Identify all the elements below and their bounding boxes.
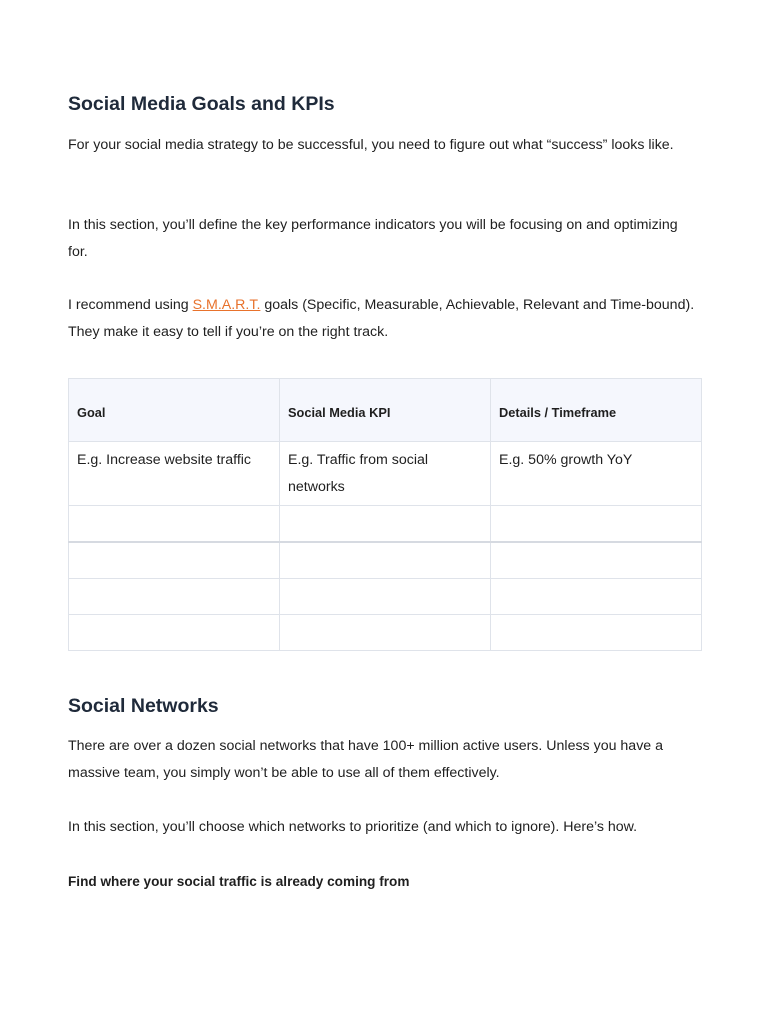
section-heading-goals-kpis: Social Media Goals and KPIs (68, 93, 335, 115)
smart-text-before: I recommend using (68, 297, 193, 313)
table-row (69, 542, 702, 579)
paragraph-prioritize: In this section, you’ll choose which networks to prioritize (and which to ignore). Here’s how. (68, 819, 638, 835)
table-cell[interactable]: E.g. 50% growth YoY (491, 442, 702, 506)
table-row (69, 615, 702, 651)
table-cell[interactable] (280, 615, 491, 651)
section-heading-social-networks: Social Networks (68, 695, 219, 717)
table-row (69, 579, 702, 615)
subheading-social-traffic: Find where your social traffic is already coming from (68, 874, 410, 889)
table-cell[interactable] (280, 506, 491, 543)
table-cell[interactable] (69, 615, 280, 651)
paragraph-networks-intro: There are over a dozen social networks that have 100+ million active users. Unless you have a massive team, you simply won’t be able to use all of them effectively. (68, 738, 664, 781)
table-row (69, 442, 702, 506)
smart-goals-link[interactable]: S.M.A.R.T. (192, 297, 261, 313)
table-cell[interactable] (491, 615, 702, 651)
smart-text-after: goals (Specific, Measurable, Achievable, Relevant and Time-bound). They make it easy to tell if you’re on the right track. (68, 297, 695, 340)
table-cell[interactable] (69, 579, 280, 615)
column-header-goal: Goal (69, 379, 280, 442)
table-header-row (69, 379, 702, 442)
paragraph-kpi-intro: In this section, you’ll define the key performance indicators you will be focusing on and optimizing for. (68, 217, 678, 260)
table-cell[interactable] (491, 506, 702, 543)
column-header-details: Details / Timeframe (491, 379, 702, 442)
paragraph-success-intro: For your social media strategy to be successful, you need to figure out what “success” looks like. (68, 137, 674, 153)
table-cell[interactable]: E.g. Increase website traffic (69, 442, 280, 506)
column-header-kpi: Social Media KPI (280, 379, 491, 442)
table-row (69, 506, 702, 543)
kpi-table (68, 378, 702, 651)
table-cell[interactable]: E.g. Traffic from social networks (280, 442, 491, 506)
table-cell[interactable] (69, 542, 280, 579)
table-cell[interactable] (69, 506, 280, 543)
table-cell[interactable] (280, 579, 491, 615)
table-cell[interactable] (491, 579, 702, 615)
paragraph-smart-goals (68, 292, 701, 346)
table-cell[interactable] (491, 542, 702, 579)
table-cell[interactable] (280, 542, 491, 579)
